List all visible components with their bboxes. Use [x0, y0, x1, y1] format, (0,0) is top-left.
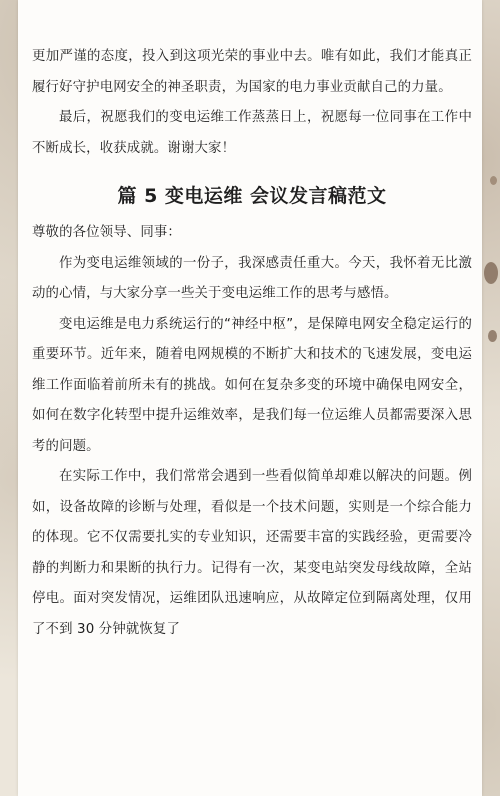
paragraph: 变电运维是电力系统运行的“神经中枢”，是保障电网安全稳定运行的重要环节。近年来，随着电网规模的不断扩大和技术的飞速发展，变电运维工作面临着前所未有的挑战。如何在复杂多变的环境中确保电网安全，如何在数字化转型中提升运维效率，是我们每一位运维人员都需要深入思考的问题。 — [32, 316, 472, 454]
paragraph: 更加严谨的态度，投入到这项光荣的事业中去。唯有如此，我们才能真正履行好守护电网安全的神圣职责，为国家的电力事业贡献自己的力量。 — [32, 49, 472, 95]
ink-stain-decoration — [484, 262, 498, 284]
paragraph: 作为变电运维领域的一份子，我深感责任重大。今天，我怀着无比激动的心情，与大家分享一些关于变电运维工作的思考与感悟。 — [32, 255, 472, 301]
section-title: 篇 5 变电运维 会议发言稿范文 — [117, 185, 387, 207]
paragraph: 最后，祝愿我们的变电运维工作蒸蒸日上，祝愿每一位同事在工作中不断成长，收获成就。谢谢大家！ — [32, 110, 472, 156]
paragraph: 在实际工作中，我们常常会遇到一些看似简单却难以解决的问题。例如，设备故障的诊断与处理，看似是一个技术问题，实则是一个综合能力的体现。它不仅需要扎实的专业知识，还需要丰富的实践经验，更需要冷静的判断力和果断的执行力。记得有一次，某变电站突发母线故障，全站停电。面对突发情况，运维团队迅速响应，从故障定位到隔离处理，仅用了不到 30 分钟就恢复了 — [32, 469, 472, 637]
document-content — [32, 42, 472, 645]
salutation: 尊敬的各位领导、同事： — [32, 225, 181, 240]
ink-stain-decoration — [490, 176, 497, 185]
ink-stain-decoration — [488, 330, 497, 342]
